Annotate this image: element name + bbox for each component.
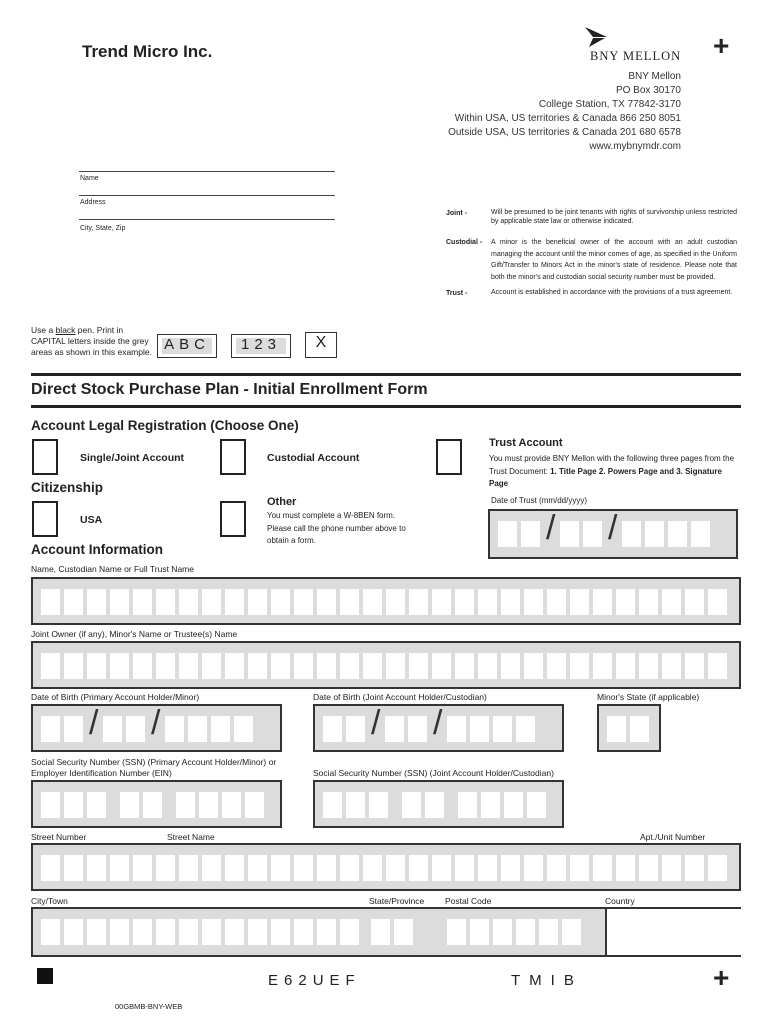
char-cell[interactable] [64, 589, 83, 615]
char-cell[interactable] [245, 792, 264, 818]
dob-primary-panel[interactable] [31, 704, 282, 752]
char-cell[interactable] [685, 589, 704, 615]
char-cell[interactable] [176, 792, 195, 818]
char-cell[interactable] [685, 855, 704, 881]
char-cell[interactable] [41, 589, 60, 615]
trust-checkbox[interactable] [436, 439, 462, 475]
registration-heading: Account Legal Registration (Choose One) [31, 418, 299, 433]
char-cell[interactable] [570, 855, 589, 881]
char-cell[interactable] [639, 653, 658, 679]
char-cell[interactable] [234, 716, 253, 742]
char-cell[interactable] [386, 653, 405, 679]
char-cell[interactable] [294, 855, 313, 881]
dob-primary-label: Date of Birth (Primary Account Holder/Minor) [31, 692, 200, 702]
char-cell[interactable] [504, 792, 523, 818]
date-separator: / [608, 509, 618, 547]
char-cell[interactable] [662, 855, 681, 881]
def-joint-term: Joint - [446, 210, 467, 217]
char-cell[interactable] [87, 792, 106, 818]
char-cell[interactable] [323, 792, 342, 818]
char-cell[interactable] [662, 589, 681, 615]
account-info-heading: Account Information [31, 542, 163, 557]
char-cell[interactable] [402, 792, 421, 818]
char-cell[interactable] [630, 716, 649, 742]
char-cell[interactable] [41, 716, 60, 742]
char-cell[interactable] [133, 855, 152, 881]
char-cell[interactable] [521, 521, 540, 547]
char-cell[interactable] [179, 919, 198, 945]
char-cell[interactable] [64, 919, 83, 945]
form-id: 00GBMB-BNY-WEB [115, 1002, 183, 1011]
char-cell[interactable] [41, 792, 60, 818]
usa-checkbox[interactable] [32, 501, 58, 537]
instr-link: black [55, 325, 76, 335]
char-cell[interactable] [87, 653, 106, 679]
char-cell[interactable] [363, 589, 382, 615]
char-cell[interactable] [524, 653, 543, 679]
char-cell[interactable] [691, 521, 710, 547]
char-cell[interactable] [394, 919, 413, 945]
char-cell[interactable] [110, 855, 129, 881]
char-cell[interactable] [340, 919, 359, 945]
char-cell[interactable] [317, 589, 336, 615]
char-cell[interactable] [455, 855, 474, 881]
char-cell[interactable] [143, 792, 162, 818]
char-cell[interactable] [524, 589, 543, 615]
char-cell[interactable] [639, 855, 658, 881]
trust-title: Trust Account [489, 437, 563, 449]
char-cell[interactable] [179, 589, 198, 615]
address-line-0: BNY Mellon [628, 71, 681, 82]
apt-label: Apt./Unit Number [640, 832, 706, 842]
def-custodial-text: A minor is the beneficial owner of the account with an adult custodian managing the account until the minor comes of age, as specified in the Uniform Gift/Transfer to Minors Act in the minor's state of residence. Please note that both the minor's and custodian social security number must be provided. [491, 239, 737, 281]
trust-date-label: Date of Trust (mm/dd/yyyy) [491, 496, 588, 505]
char-cell[interactable] [41, 653, 60, 679]
trust-text [489, 453, 739, 491]
ssn-primary-label: Social Security Number (SSN) (Primary Account Holder/Minor) or Employer Identification Number (EIN) [31, 757, 277, 778]
char-cell[interactable] [516, 716, 535, 742]
char-cell[interactable] [498, 521, 517, 547]
char-cell[interactable] [271, 653, 290, 679]
char-cell[interactable] [478, 855, 497, 881]
custodial-label: Custodial Account [267, 452, 360, 464]
char-cell[interactable] [346, 716, 365, 742]
def-trust-text: Account is established in accordance with the provisions of a trust agreement. [491, 289, 733, 296]
other-title: Other [267, 496, 297, 508]
char-cell[interactable] [179, 653, 198, 679]
char-cell[interactable] [560, 521, 579, 547]
char-cell[interactable] [165, 716, 184, 742]
joint-owner-label: Joint Owner (if any), Minor's Name or Trustee(s) Name [31, 629, 238, 639]
char-cell[interactable] [425, 792, 444, 818]
char-cell[interactable] [409, 653, 428, 679]
char-cell[interactable] [708, 653, 727, 679]
ssn-joint-panel[interactable] [313, 780, 564, 828]
char-cell[interactable] [593, 855, 612, 881]
registration-mark-icon: + [713, 30, 730, 61]
example-mark-text: X [315, 334, 327, 351]
char-cell[interactable] [432, 855, 451, 881]
char-cell[interactable] [202, 589, 221, 615]
date-separator: / [546, 509, 556, 547]
char-cell[interactable] [133, 653, 152, 679]
char-cell[interactable] [668, 521, 687, 547]
name-field-panel[interactable] [31, 577, 741, 625]
trust-text-body: You must provide BNY Mellon with the following three pages from the Trust Document: [489, 454, 735, 476]
char-cell[interactable] [527, 792, 546, 818]
char-cell[interactable] [470, 716, 489, 742]
char-cell[interactable] [616, 589, 635, 615]
single-joint-label: Single/Joint Account [80, 452, 185, 464]
char-cell[interactable] [120, 792, 139, 818]
instructions [31, 325, 153, 358]
brand-name: BNY MELLON [590, 49, 682, 63]
char-cell[interactable] [64, 792, 83, 818]
char-cell[interactable] [562, 919, 581, 945]
char-cell[interactable] [363, 653, 382, 679]
city-label: City, State, Zip [80, 225, 126, 232]
char-cell[interactable] [202, 855, 221, 881]
char-cell[interactable] [447, 716, 466, 742]
address-label: Address [80, 199, 106, 206]
trust-date-panel [488, 509, 738, 559]
char-cell[interactable] [225, 855, 244, 881]
char-cell[interactable] [294, 653, 313, 679]
char-cell[interactable] [524, 855, 543, 881]
char-cell[interactable] [133, 589, 152, 615]
char-cell[interactable] [156, 919, 175, 945]
char-cell[interactable] [386, 855, 405, 881]
country-input[interactable] [605, 909, 741, 955]
citizenship-heading: Citizenship [31, 480, 104, 495]
char-cell[interactable] [179, 855, 198, 881]
char-cell[interactable] [87, 589, 106, 615]
company-name: Trend Micro Inc. [82, 42, 213, 61]
name-line [79, 171, 335, 172]
dob-joint-label: Date of Birth (Joint Account Holder/Custodian) [313, 692, 487, 702]
char-cell[interactable] [493, 716, 512, 742]
char-cell[interactable] [470, 919, 489, 945]
address-line-1: PO Box 30170 [615, 85, 681, 96]
char-cell[interactable] [409, 855, 428, 881]
example-numbers [231, 334, 291, 358]
char-cell[interactable] [87, 855, 106, 881]
char-cell[interactable] [156, 653, 175, 679]
char-cell[interactable] [685, 653, 704, 679]
registration-mark-bottom-icon: + [713, 962, 730, 993]
char-cell[interactable] [570, 589, 589, 615]
char-cell[interactable] [547, 589, 566, 615]
char-cell[interactable] [317, 919, 336, 945]
date-separator: / [371, 704, 381, 742]
char-cell[interactable] [346, 792, 365, 818]
city-panel[interactable] [31, 907, 741, 957]
date-separator: / [433, 704, 443, 742]
minor-state-label: Minor's State (if applicable) [597, 692, 700, 702]
example-letters [157, 334, 217, 358]
char-cell[interactable] [622, 521, 641, 547]
title-rule-top [31, 373, 741, 376]
street-name-label: Street Name [167, 832, 215, 842]
char-cell[interactable] [188, 716, 207, 742]
date-separator: / [151, 704, 161, 742]
def-custodial-term: Custodial - [446, 239, 483, 246]
custodial-checkbox[interactable] [220, 439, 246, 475]
char-cell[interactable] [493, 919, 512, 945]
trust-pages: 1. Title Page 2. Powers Page and 3. Signature Page [489, 466, 722, 488]
name-field-label: Name, Custodian Name or Full Trust Name [31, 564, 194, 574]
address-line [79, 195, 335, 196]
dob-joint-panel[interactable] [313, 704, 564, 752]
name-label: Name [80, 175, 99, 182]
char-cell[interactable] [41, 919, 60, 945]
char-cell[interactable] [607, 716, 626, 742]
char-cell[interactable] [516, 919, 535, 945]
char-cell[interactable] [64, 653, 83, 679]
char-cell[interactable] [662, 653, 681, 679]
example-mark [305, 332, 337, 358]
char-cell[interactable] [593, 653, 612, 679]
char-cell[interactable] [340, 589, 359, 615]
char-cell[interactable] [110, 653, 129, 679]
char-cell[interactable] [432, 589, 451, 615]
char-cell[interactable] [87, 919, 106, 945]
char-cell[interactable] [126, 716, 145, 742]
char-cell[interactable] [225, 653, 244, 679]
example-letters-text: ABC [164, 336, 210, 353]
char-cell[interactable] [317, 653, 336, 679]
char-cell[interactable] [539, 919, 558, 945]
char-cell[interactable] [202, 653, 221, 679]
street-number-label: Street Number [31, 832, 87, 842]
state-province-label: State/Province [369, 896, 425, 906]
char-cell[interactable] [199, 792, 218, 818]
address-line-5: www.mybnymdr.com [589, 141, 681, 152]
char-cell[interactable] [211, 716, 230, 742]
char-cell[interactable] [447, 919, 466, 945]
char-cell[interactable] [156, 855, 175, 881]
char-cell[interactable] [481, 792, 500, 818]
date-separator: / [89, 704, 99, 742]
char-cell[interactable] [133, 919, 152, 945]
single-joint-checkbox[interactable] [32, 439, 58, 475]
address-line-4: Outside USA, US territories & Canada 201 680 6578 [448, 127, 681, 138]
joint-owner-panel[interactable] [31, 641, 741, 689]
char-cell[interactable] [248, 855, 267, 881]
other-checkbox[interactable] [220, 501, 246, 537]
char-cell[interactable] [248, 919, 267, 945]
char-cell[interactable] [547, 653, 566, 679]
char-cell[interactable] [501, 855, 520, 881]
ssn-primary-panel[interactable] [31, 780, 282, 828]
char-cell[interactable] [371, 919, 390, 945]
char-cell[interactable] [110, 589, 129, 615]
def-trust-term: Trust - [446, 290, 468, 297]
title-rule-bottom [31, 405, 741, 408]
char-cell[interactable] [570, 653, 589, 679]
char-cell[interactable] [458, 792, 477, 818]
example-numbers-text: 123 [240, 336, 282, 353]
char-cell[interactable] [639, 589, 658, 615]
char-cell[interactable] [583, 521, 602, 547]
address-line-2: College Station, TX 77842-3170 [538, 99, 681, 110]
char-cell[interactable] [645, 521, 664, 547]
char-cell[interactable] [225, 589, 244, 615]
char-cell[interactable] [225, 919, 244, 945]
char-cell[interactable] [616, 653, 635, 679]
char-cell[interactable] [271, 855, 290, 881]
bny-address [381, 70, 681, 154]
char-cell[interactable] [501, 589, 520, 615]
address-line-3: Within USA, US territories & Canada 866 250 8051 [454, 113, 681, 124]
char-cell[interactable] [248, 589, 267, 615]
char-cell[interactable] [432, 653, 451, 679]
char-cell[interactable] [455, 653, 474, 679]
char-cell[interactable] [294, 589, 313, 615]
char-cell[interactable] [103, 716, 122, 742]
char-cell[interactable] [64, 716, 83, 742]
usa-label: USA [80, 514, 103, 526]
street-panel[interactable] [31, 843, 741, 891]
postal-code-label: Postal Code [445, 896, 492, 906]
char-cell[interactable] [501, 653, 520, 679]
char-cell[interactable] [369, 792, 388, 818]
char-cell[interactable] [323, 716, 342, 742]
footer-code-2: TMIB [511, 972, 583, 989]
other-text: You must complete a W-8BEN form. Please call the phone number above to obtain a form. [267, 511, 406, 545]
char-cell[interactable] [110, 919, 129, 945]
char-cell[interactable] [222, 792, 241, 818]
corner-mark-icon [37, 968, 53, 984]
char-cell[interactable] [294, 919, 313, 945]
footer-code-1: E62UEF [268, 972, 361, 989]
city-line [79, 219, 335, 220]
char-cell[interactable] [317, 855, 336, 881]
char-cell[interactable] [64, 855, 83, 881]
char-cell[interactable] [202, 919, 221, 945]
form-title: Direct Stock Purchase Plan - Initial Enrollment Form [31, 381, 428, 398]
char-cell[interactable] [340, 653, 359, 679]
country-label: Country [605, 896, 635, 906]
char-cell[interactable] [593, 589, 612, 615]
char-cell[interactable] [248, 653, 267, 679]
char-cell[interactable] [386, 589, 405, 615]
char-cell[interactable] [41, 855, 60, 881]
char-cell[interactable] [478, 653, 497, 679]
minor-state-panel[interactable] [597, 704, 661, 752]
char-cell[interactable] [385, 716, 404, 742]
char-cell[interactable] [271, 589, 290, 615]
char-cell[interactable] [271, 919, 290, 945]
char-cell[interactable] [409, 589, 428, 615]
char-cell[interactable] [708, 589, 727, 615]
char-cell[interactable] [156, 589, 175, 615]
char-cell[interactable] [363, 855, 382, 881]
char-cell[interactable] [408, 716, 427, 742]
char-cell[interactable] [616, 855, 635, 881]
city-town-label: City/Town [31, 896, 68, 906]
ssn-joint-label: Social Security Number (SSN) (Joint Account Holder/Custodian) [313, 768, 554, 778]
char-cell[interactable] [478, 589, 497, 615]
instr-pre: Use a [31, 325, 56, 335]
char-cell[interactable] [547, 855, 566, 881]
char-cell[interactable] [455, 589, 474, 615]
char-cell[interactable] [340, 855, 359, 881]
instr-post: pen. Print in CAPITAL letters inside the grey areas as shown in this example. [31, 325, 152, 357]
char-cell[interactable] [708, 855, 727, 881]
def-joint-text: Will be presumed to be joint tenants with rights of survivorship unless restricted by applicable state law or otherwise indicated. [491, 209, 737, 225]
